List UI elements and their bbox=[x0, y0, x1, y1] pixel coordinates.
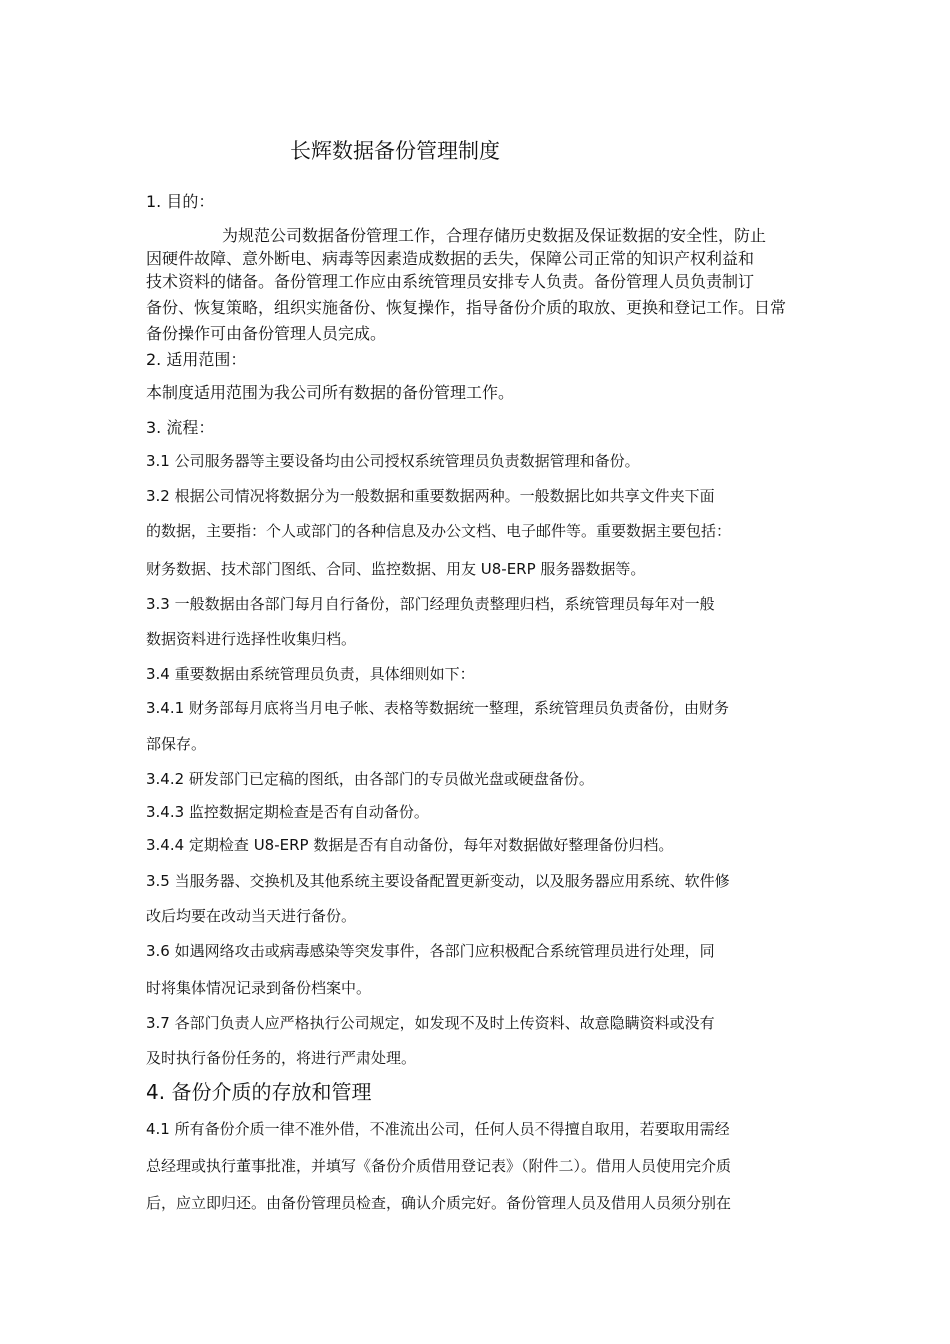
section-1-line: 为规范公司数据备份管理工作，合理存储历史数据及保证数据的安全性，防止 bbox=[222, 226, 767, 245]
process-item: 3.4.3 监控数据定期检查是否有自动备份。 bbox=[146, 803, 429, 821]
process-item: 时将集体情况记录到备份档案中。 bbox=[146, 979, 372, 997]
section-4-line: 总经理或执行董事批准，并填写《备份介质借用登记表》（附件二）。借用人员使用完介质 bbox=[146, 1157, 732, 1175]
process-item: 数据资料进行选择性收集归档。 bbox=[146, 630, 357, 648]
process-item: 3.5 当服务器、交换机及其他系统主要设备配置更新变动，以及服务器应用系统、软件修 bbox=[146, 872, 730, 890]
process-item: 3.4.2 研发部门已定稿的图纸，由各部门的专员做光盘或硬盘备份。 bbox=[146, 770, 594, 788]
section-4-line: 4.1 所有备份介质一律不准外借，不准流出公司，任何人员不得擅自取用，若要取用需经 bbox=[146, 1120, 730, 1138]
process-item: 及时执行备份任务的，将进行严肃处理。 bbox=[146, 1049, 417, 1067]
process-item: 3.6 如遇网络攻击或病毒感染等突发事件，各部门应积极配合系统管理员进行处理，同 bbox=[146, 942, 715, 960]
process-item: 3.4.4 定期检查 U8-ERP 数据是否有自动备份，每年对数据做好整理备份归档。 bbox=[146, 836, 674, 854]
section-2-text: 本制度适用范围为我公司所有数据的备份管理工作。 bbox=[146, 383, 515, 402]
process-item: 财务数据、技术部门图纸、合同、监控数据、用友 U8-ERP 服务器数据等。 bbox=[146, 560, 646, 578]
section-1-line: 技术资料的储备。备份管理工作应由系统管理员安排专人负责。备份管理人员负责制订 bbox=[146, 272, 755, 291]
section-4-heading: 4. 备份介质的存放和管理 bbox=[146, 1080, 372, 1104]
process-item: 3.4 重要数据由系统管理员负责，具体细则如下： bbox=[146, 665, 475, 683]
process-item: 3.7 各部门负责人应严格执行公司规定，如发现不及时上传资料、故意隐瞒资料或没有 bbox=[146, 1014, 715, 1032]
process-item: 部保存。 bbox=[146, 735, 207, 753]
process-item: 改后均要在改动当天进行备份。 bbox=[146, 907, 357, 925]
process-item: 3.4.1 财务部每月底将当月电子帐、表格等数据统一整理，系统管理员负责备份，由财务 bbox=[146, 699, 729, 717]
section-1-heading: 1. 目的： bbox=[146, 192, 215, 211]
section-3-heading: 3. 流程： bbox=[146, 418, 215, 437]
section-1-line: 备份操作可由备份管理人员完成。 bbox=[146, 324, 387, 343]
section-4-line: 后，应立即归还。由备份管理员检查，确认介质完好。备份管理人员及借用人员须分别在 bbox=[146, 1194, 732, 1212]
section-1-line: 因硬件故障、意外断电、病毒等因素造成数据的丢失，保障公司正常的知识产权利益和 bbox=[146, 249, 755, 268]
process-item: 的数据，主要指：个人或部门的各种信息及办公文档、电子邮件等。重要数据主要包括： bbox=[146, 522, 732, 540]
section-2-heading: 2. 适用范围： bbox=[146, 350, 247, 369]
section-1-line: 备份、恢复策略，组织实施备份、恢复操作，指导备份介质的取放、更换和登记工作。日常 bbox=[146, 298, 787, 317]
page-title: 长辉数据备份管理制度 bbox=[290, 139, 500, 163]
process-item: 3.2 根据公司情况将数据分为一般数据和重要数据两种。一般数据比如共享文件夹下面 bbox=[146, 487, 715, 505]
process-item: 3.3 一般数据由各部门每月自行备份，部门经理负责整理归档，系统管理员每年对一般 bbox=[146, 595, 715, 613]
process-item: 3.1 公司服务器等主要设备均由公司授权系统管理员负责数据管理和备份。 bbox=[146, 452, 640, 470]
